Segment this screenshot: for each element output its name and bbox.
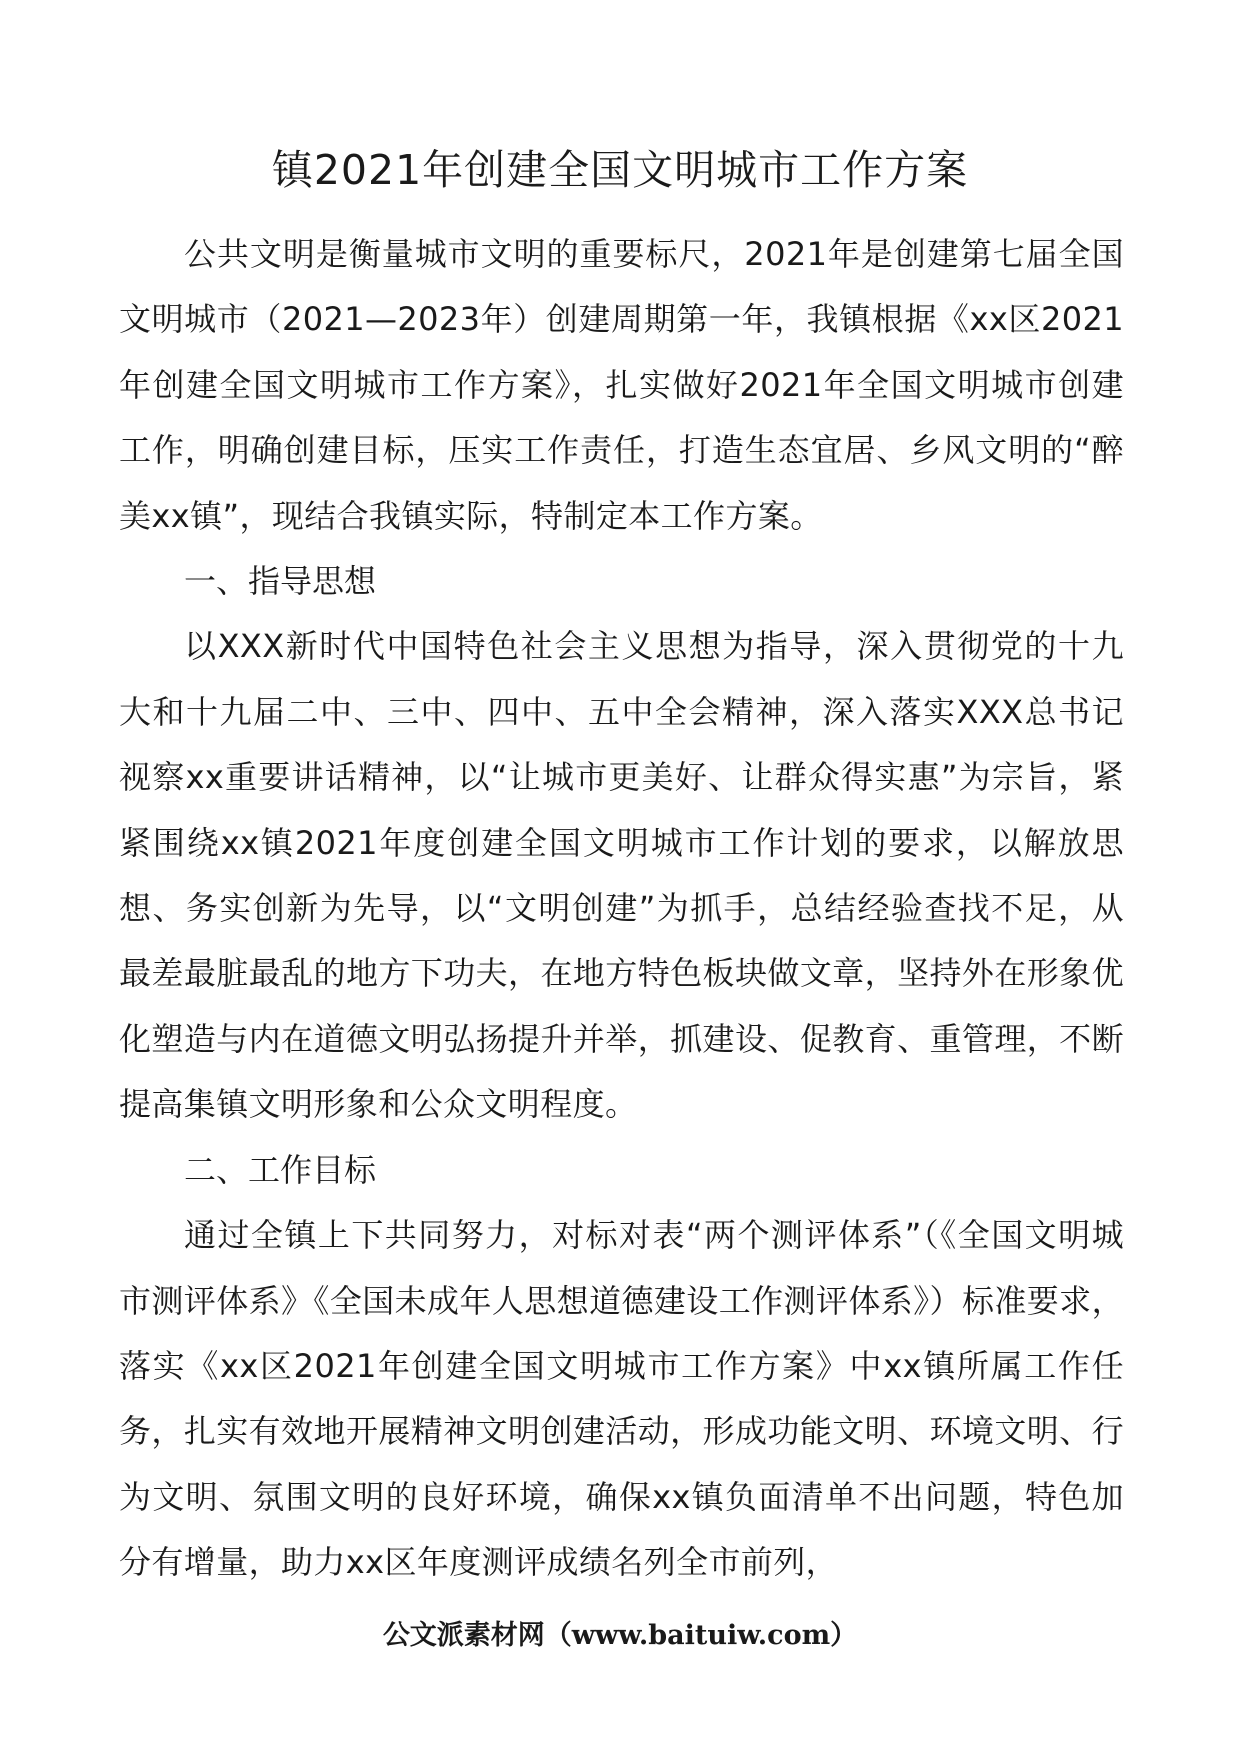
- intro-paragraph: 公共文明是衡量城市文明的重要标尺，2021年是创建第七届全国文明城市（2021—2023年）创建周期第一年，我镇根据《xx区2021年创建全国文明城市工作方案》，扎实做好2021年全国文明城市创建工作，明确创建目标，压实工作责任，打造生态宜居、乡风文明的“醉美xx镇”，现结合我镇实际，特制定本工作方案。: [119, 235, 1124, 535]
- section-heading-guiding-ideology: 一、指导思想: [184, 562, 377, 601]
- work-goals-paragraph: 通过全镇上下共同努力，对标对表“两个测评体系”（《全国文明城市测评体系》《全国未成年人思想道德建设工作测评体系》）标准要求，落实《xx区2021年创建全国文明城市工作方案》中xx镇所属工作任务，扎实有效地开展精神文明创建活动，形成功能文明、环境文明、行为文明、氛围文明的良好环境，确保xx镇负面清单不出问题，特色加分有增量，助力xx区年度测评成绩名列全市前列，: [119, 1216, 1124, 1582]
- guiding-ideology-paragraph: 以XXX新时代中国特色社会主义思想为指导，深入贯彻党的十九大和十九届二中、三中、四中、五中全会精神，深入落实XXX总书记视察xx重要讲话精神，以“让城市更美好、让群众得实惠”为宗旨，紧紧围绕xx镇2021年度创建全国文明城市工作计划的要求，以解放思想、务实创新为先导，以“文明创建”为抓手，总结经验查找不足，从最差最脏最乱的地方下功夫，在地方特色板块做文章，坚持外在形象优化塑造与内在道德文明弘扬提升并举，抓建设、促教育、重管理，不断提高集镇文明形象和公众文明程度。: [119, 627, 1124, 1124]
- document-body: [119, 222, 1124, 1596]
- document-title: 镇2021年创建全国文明城市工作方案: [271, 146, 969, 194]
- watermark-footer: 公文派素材网（www.baituiw.com）: [382, 1620, 858, 1651]
- section-heading-work-goals: 二、工作目标: [184, 1150, 377, 1189]
